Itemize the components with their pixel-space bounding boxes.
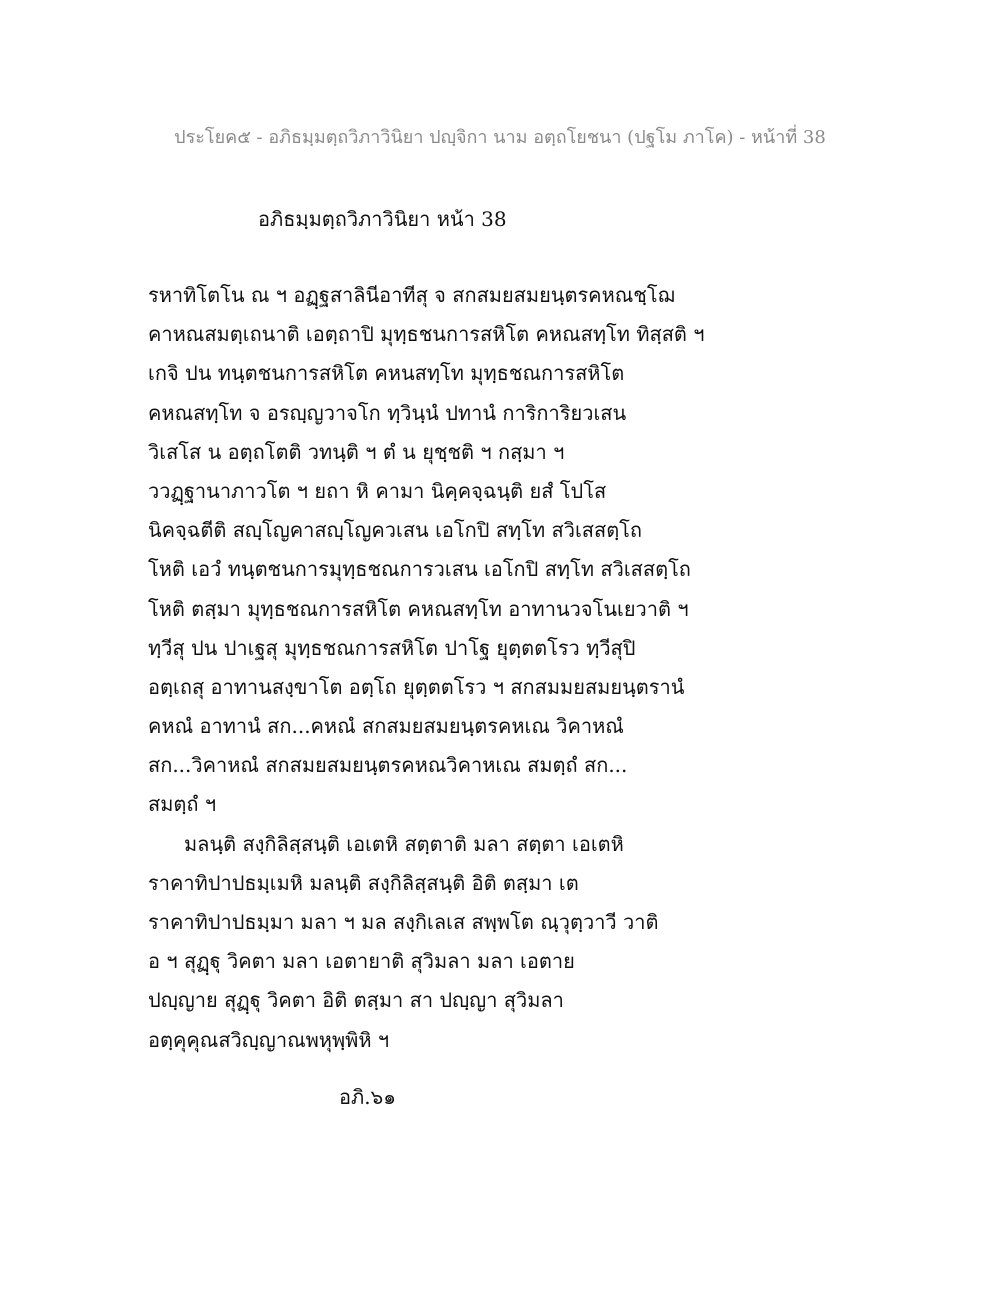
page-footer: อภิ.๖๑ bbox=[339, 1085, 396, 1109]
text-line: สมตฺถํ ฯ bbox=[148, 792, 217, 817]
running-header: ประโยค๕ - อภิธมฺมตฺถวิภาวินิยา ปญฺจิกา นาม อตฺถโยชนา (ปฐโม ภาโค) - หน้าที่ 38 bbox=[174, 127, 826, 148]
text-line: วิเสโส น อตฺถโตติ วทนฺติ ฯ ตํ น ยุชฺชติ ฯ กสฺมา ฯ bbox=[148, 439, 565, 464]
text-line: ราคาทิปาปธมฺมา มลา ฯ มล สงฺกิเลเส สพฺพโต ณฺวุตฺวาวี วาติ bbox=[148, 910, 659, 934]
body-text bbox=[148, 280, 708, 1064]
paragraph-start-line: มลนฺติ สงฺกิลิสฺสนฺติ เอเตหิ สตฺตาติ มลา สตฺตา เอเตหิ bbox=[184, 831, 624, 856]
text-line: สก...วิคาหณํ สกสมยสมยนฺตรคหณวิคาหเณ สมตฺถํ สก... bbox=[148, 753, 628, 778]
text-line: อ ฯ สุฏฺฐุ วิคตา มลา เอตายาติ สุวิมลา มลา เอตาย bbox=[148, 949, 575, 974]
text-line: อตฺเถสุ อาทานสงฺขาโต อตฺโถ ยุตฺตตโรว ฯ สกสมมยสมยนฺตรานํ bbox=[148, 674, 685, 699]
text-line: เกจิ ปน ทนฺตชนการสหิโต คหนสทฺโท มุทฺธชณการสหิโต bbox=[148, 361, 625, 386]
text-line: คาหณสมตฺเถนาติ เอตฺถาปิ มุทฺธชนการสหิโต คหณสทฺโท ทิสฺสติ ฯ bbox=[148, 322, 705, 347]
text-line: คหณสทฺโท จ อรญฺญวาจโก ทฺวินฺนํ ปทานํ การิการิยวเสน bbox=[148, 400, 627, 425]
text-line: คหณํ อาทานํ สก...คหณํ สกสมยสมยนฺตรคหเณ วิคาหณํ bbox=[148, 714, 624, 739]
text-line: ปญฺญาย สุฏฺฐุ วิคตา อิติ ตสฺมา สา ปญฺญา สุวิมลา bbox=[148, 988, 564, 1013]
text-line: ราคาทิปาปธมฺเมหิ มลนฺติ สงฺกิลิสฺสนฺติ อิติ ตสฺมา เต bbox=[148, 870, 579, 895]
page-title: อภิธมฺมตฺถวิภาวินิยา หน้า 38 bbox=[258, 207, 507, 231]
text-line: นิคจฺฉตีติ สญฺโญคาสญฺโญควเสน เอโกปิ สทฺโท สวิเสสตฺโถ bbox=[148, 518, 643, 543]
text-line: ทฺวีสุ ปน ปาเฐสุ มุทฺธชณการสหิโต ปาโฐ ยุตฺตตโรว ทฺวีสุปิ bbox=[148, 635, 636, 660]
text-line: ววฏฺฐานาภาวโต ฯ ยถา หิ คามา นิคฺคจฺฉนฺติ ยสํ โปโส bbox=[148, 478, 607, 503]
text-line: โหติ เอวํ ทนฺตชนการมุทฺธชณการวเสน เอโกปิ สทฺโท สวิเสสตฺโถ bbox=[148, 557, 691, 582]
text-line: รหาทิโตโน ณ ฯ อฏฺฐสาลินีอาทีสุ จ สกสมยสมยนฺตรคหณชฺโฌ bbox=[148, 283, 675, 307]
text-line: อตฺคุคุณสวิญฺญาณพหุพฺพิหิ ฯ bbox=[148, 1027, 390, 1052]
text-line: โหติ ตสฺมา มุทฺธชณการสหิโต คหณสทฺโท อาทานวจโนเยวาติ ฯ bbox=[148, 596, 689, 621]
